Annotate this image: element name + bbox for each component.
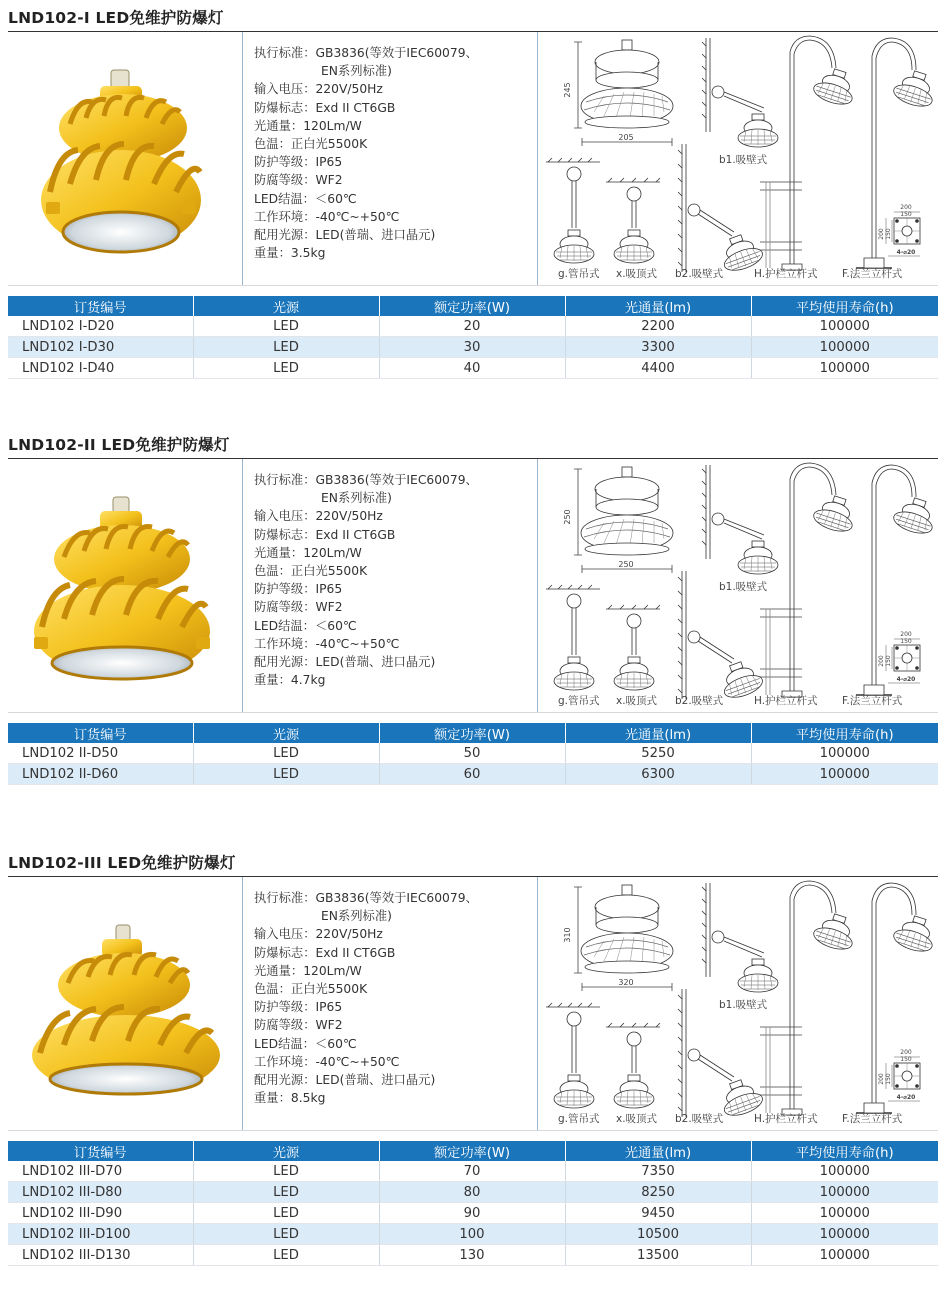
section-title: LND102-II LED免维护防爆灯 xyxy=(8,436,230,454)
header-light-source: 光源 xyxy=(193,723,379,743)
spec-standard: 执行标准：GB3836(等效于IEC60079、 xyxy=(254,46,478,60)
spec-list xyxy=(243,459,538,712)
installation-drawings xyxy=(538,877,938,1130)
cell-flux: 13500 xyxy=(565,1245,751,1266)
flange-dim-d: 150 xyxy=(885,655,892,667)
cell-lifetime: 100000 xyxy=(751,1203,938,1224)
spec-protection: 防护等级：IP65 xyxy=(254,155,343,170)
installation-drawings xyxy=(538,32,938,285)
spec-explosion-mark: 防爆标志：Exd II CT6GB xyxy=(254,527,396,542)
table-row xyxy=(8,1224,938,1245)
spec-junction-temp: LED结温：＜60℃ xyxy=(254,1036,357,1051)
cell-flux: 3300 xyxy=(565,337,751,358)
product-info xyxy=(8,459,938,713)
cell-power: 90 xyxy=(379,1203,565,1224)
spec-standard: 执行标准：GB3836(等效于IEC60079、 xyxy=(254,891,478,905)
cell-model: LND102 I-D40 xyxy=(8,358,193,379)
cell-flux: 10500 xyxy=(565,1224,751,1245)
flange-dim-c: 200 xyxy=(878,228,885,240)
caption-h: H.护栏立杆式 xyxy=(754,268,818,280)
spec-weight: 重量：4.7kg xyxy=(254,673,326,688)
header-light-source: 光源 xyxy=(193,296,379,316)
caption-f: F.法兰立杆式 xyxy=(842,1113,903,1125)
spec-anticorrosion: 防腐等级：WF2 xyxy=(254,600,343,615)
cell-flux: 8250 xyxy=(565,1182,751,1203)
section-title: LND102-III LED免维护防爆灯 xyxy=(8,854,236,872)
cell-flux: 4400 xyxy=(565,358,751,379)
header-lifetime: 平均使用寿命(h) xyxy=(751,723,938,743)
header-flux: 光通量(lm) xyxy=(565,723,751,743)
cell-power: 50 xyxy=(379,743,565,764)
table-row xyxy=(8,1182,938,1203)
cell-source: LED xyxy=(193,1203,379,1224)
spec-environment: 工作环境：-40℃~+50℃ xyxy=(254,209,400,224)
table-row xyxy=(8,337,938,358)
spec-protection: 防护等级：IP65 xyxy=(254,1000,343,1015)
cell-model: LND102 II-D50 xyxy=(8,743,193,764)
header-lifetime: 平均使用寿命(h) xyxy=(751,296,938,316)
dim-width: 250 xyxy=(618,560,634,569)
caption-x: x.吸顶式 xyxy=(616,1113,658,1125)
caption-g: g.管吊式 xyxy=(558,268,600,280)
header-lifetime: 平均使用寿命(h) xyxy=(751,1141,938,1161)
cell-power: 100 xyxy=(379,1224,565,1245)
spec-voltage: 输入电压：220V/50Hz xyxy=(254,82,383,97)
spec-weight: 重量：8.5kg xyxy=(254,1091,326,1106)
header-order-no: 订货编号 xyxy=(8,723,193,743)
spec-luminous-flux: 光通量：120Lm/W xyxy=(254,545,362,560)
section-title: LND102-I LED免维护防爆灯 xyxy=(8,9,224,27)
table-header-row xyxy=(8,723,938,743)
dim-height: 250 xyxy=(563,509,572,525)
product-info xyxy=(8,32,938,286)
flange-dim-a: 200 xyxy=(900,1049,912,1056)
cell-source: LED xyxy=(193,337,379,358)
cell-flux: 2200 xyxy=(565,316,751,337)
spec-explosion-mark: 防爆标志：Exd II CT6GB xyxy=(254,945,396,960)
caption-h: H.护栏立杆式 xyxy=(754,695,818,707)
caption-b1: b1.吸壁式 xyxy=(719,581,768,593)
cell-flux: 6300 xyxy=(565,764,751,785)
order-table xyxy=(8,723,938,785)
cell-source: LED xyxy=(193,316,379,337)
installation-diagram-icon xyxy=(538,877,938,1130)
dim-width: 205 xyxy=(618,133,634,142)
table-row xyxy=(8,316,938,337)
spec-junction-temp: LED结温：＜60℃ xyxy=(254,618,357,633)
lamp-photo-icon xyxy=(8,32,242,285)
order-table xyxy=(8,1141,938,1266)
product-info xyxy=(8,877,938,1131)
cell-lifetime: 100000 xyxy=(751,337,938,358)
product-photo xyxy=(8,459,243,712)
spec-standard-cont: EN系列标准) xyxy=(321,491,392,506)
spec-protection: 防护等级：IP65 xyxy=(254,582,343,597)
installation-diagram-icon xyxy=(538,459,938,712)
spec-voltage: 输入电压：220V/50Hz xyxy=(254,927,383,942)
header-light-source: 光源 xyxy=(193,1141,379,1161)
cell-power: 130 xyxy=(379,1245,565,1266)
cell-power: 30 xyxy=(379,337,565,358)
spec-color-temp: 色温：正白光5500K xyxy=(254,564,368,579)
flange-dim-b: 150 xyxy=(900,638,912,645)
spec-explosion-mark: 防爆标志：Exd II CT6GB xyxy=(254,100,396,115)
table-row xyxy=(8,1161,938,1182)
cell-model: LND102 I-D20 xyxy=(8,316,193,337)
installation-diagram-icon xyxy=(538,32,938,285)
flange-holes: 4-⌀20 xyxy=(896,249,916,256)
flange-dim-d: 150 xyxy=(885,1073,892,1085)
spec-environment: 工作环境：-40℃~+50℃ xyxy=(254,1054,400,1069)
spec-anticorrosion: 防腐等级：WF2 xyxy=(254,173,343,188)
installation-drawings xyxy=(538,459,938,712)
cell-flux: 9450 xyxy=(565,1203,751,1224)
cell-lifetime: 100000 xyxy=(751,764,938,785)
table-row xyxy=(8,743,938,764)
cell-source: LED xyxy=(193,743,379,764)
spec-standard: 执行标准：GB3836(等效于IEC60079、 xyxy=(254,473,478,487)
dim-height: 245 xyxy=(563,82,572,98)
spec-luminous-flux: 光通量：120Lm/W xyxy=(254,963,362,978)
header-flux: 光通量(lm) xyxy=(565,296,751,316)
cell-source: LED xyxy=(193,358,379,379)
caption-x: x.吸顶式 xyxy=(616,695,658,707)
flange-dim-c: 200 xyxy=(878,655,885,667)
header-flux: 光通量(lm) xyxy=(565,1141,751,1161)
cell-lifetime: 100000 xyxy=(751,358,938,379)
table-row xyxy=(8,358,938,379)
caption-f: F.法兰立杆式 xyxy=(842,695,903,707)
flange-dim-c: 200 xyxy=(878,1073,885,1085)
product-photo xyxy=(8,32,243,285)
cell-lifetime: 100000 xyxy=(751,316,938,337)
product-photo xyxy=(8,877,243,1130)
spec-weight: 重量：3.5kg xyxy=(254,246,326,261)
order-table xyxy=(8,296,938,379)
caption-b2: b2.吸壁式 xyxy=(675,1113,724,1125)
caption-b1: b1.吸壁式 xyxy=(719,999,768,1011)
cell-source: LED xyxy=(193,1161,379,1182)
spec-color-temp: 色温：正白光5500K xyxy=(254,982,368,997)
header-power: 额定功率(W) xyxy=(379,296,565,316)
caption-g: g.管吊式 xyxy=(558,1113,600,1125)
cell-source: LED xyxy=(193,1245,379,1266)
spec-color-temp: 色温：正白光5500K xyxy=(254,137,368,152)
cell-lifetime: 100000 xyxy=(751,1224,938,1245)
cell-lifetime: 100000 xyxy=(751,743,938,764)
cell-power: 60 xyxy=(379,764,565,785)
cell-power: 80 xyxy=(379,1182,565,1203)
spec-standard-cont: EN系列标准) xyxy=(321,909,392,924)
cell-model: LND102 I-D30 xyxy=(8,337,193,358)
table-header-row xyxy=(8,1141,938,1161)
cell-source: LED xyxy=(193,764,379,785)
lamp-photo-icon xyxy=(8,459,242,712)
header-order-no: 订货编号 xyxy=(8,1141,193,1161)
flange-dim-b: 150 xyxy=(900,211,912,218)
flange-dim-a: 200 xyxy=(900,631,912,638)
spec-list xyxy=(243,877,538,1130)
cell-source: LED xyxy=(193,1182,379,1203)
cell-power: 40 xyxy=(379,358,565,379)
cell-model: LND102 II-D60 xyxy=(8,764,193,785)
cell-lifetime: 100000 xyxy=(751,1182,938,1203)
cell-model: LND102 III-D90 xyxy=(8,1203,193,1224)
cell-power: 70 xyxy=(379,1161,565,1182)
header-order-no: 订货编号 xyxy=(8,296,193,316)
spec-light-source: 配用光源：LED(普瑞、进口晶元) xyxy=(254,1073,436,1088)
spec-light-source: 配用光源：LED(普瑞、进口晶元) xyxy=(254,228,436,243)
flange-holes: 4-⌀20 xyxy=(896,676,916,683)
cell-model: LND102 III-D70 xyxy=(8,1161,193,1182)
spec-light-source: 配用光源：LED(普瑞、进口晶元) xyxy=(254,655,436,670)
dim-height: 310 xyxy=(563,927,572,943)
spec-voltage: 输入电压：220V/50Hz xyxy=(254,509,383,524)
header-power: 额定功率(W) xyxy=(379,1141,565,1161)
cell-model: LND102 III-D80 xyxy=(8,1182,193,1203)
spec-anticorrosion: 防腐等级：WF2 xyxy=(254,1018,343,1033)
cell-flux: 7350 xyxy=(565,1161,751,1182)
caption-h: H.护栏立杆式 xyxy=(754,1113,818,1125)
caption-f: F.法兰立杆式 xyxy=(842,268,903,280)
table-header-row xyxy=(8,296,938,316)
spec-environment: 工作环境：-40℃~+50℃ xyxy=(254,636,400,651)
dim-width: 320 xyxy=(618,978,634,987)
lamp-photo-icon xyxy=(8,877,242,1130)
flange-dim-b: 150 xyxy=(900,1056,912,1063)
cell-lifetime: 100000 xyxy=(751,1245,938,1266)
cell-lifetime: 100000 xyxy=(751,1161,938,1182)
header-power: 额定功率(W) xyxy=(379,723,565,743)
cell-model: LND102 III-D100 xyxy=(8,1224,193,1245)
caption-b2: b2.吸壁式 xyxy=(675,268,724,280)
cell-source: LED xyxy=(193,1224,379,1245)
flange-dim-d: 150 xyxy=(885,228,892,240)
spec-luminous-flux: 光通量：120Lm/W xyxy=(254,118,362,133)
table-row xyxy=(8,1203,938,1224)
table-row xyxy=(8,1245,938,1266)
caption-x: x.吸顶式 xyxy=(616,268,658,280)
cell-model: LND102 III-D130 xyxy=(8,1245,193,1266)
caption-b1: b1.吸壁式 xyxy=(719,154,768,166)
cell-power: 20 xyxy=(379,316,565,337)
caption-b2: b2.吸壁式 xyxy=(675,695,724,707)
spec-list xyxy=(243,32,538,285)
spec-standard-cont: EN系列标准) xyxy=(321,64,392,79)
spec-junction-temp: LED结温：＜60℃ xyxy=(254,191,357,206)
caption-g: g.管吊式 xyxy=(558,695,600,707)
cell-flux: 5250 xyxy=(565,743,751,764)
flange-dim-a: 200 xyxy=(900,204,912,211)
table-row xyxy=(8,764,938,785)
flange-holes: 4-⌀20 xyxy=(896,1094,916,1101)
